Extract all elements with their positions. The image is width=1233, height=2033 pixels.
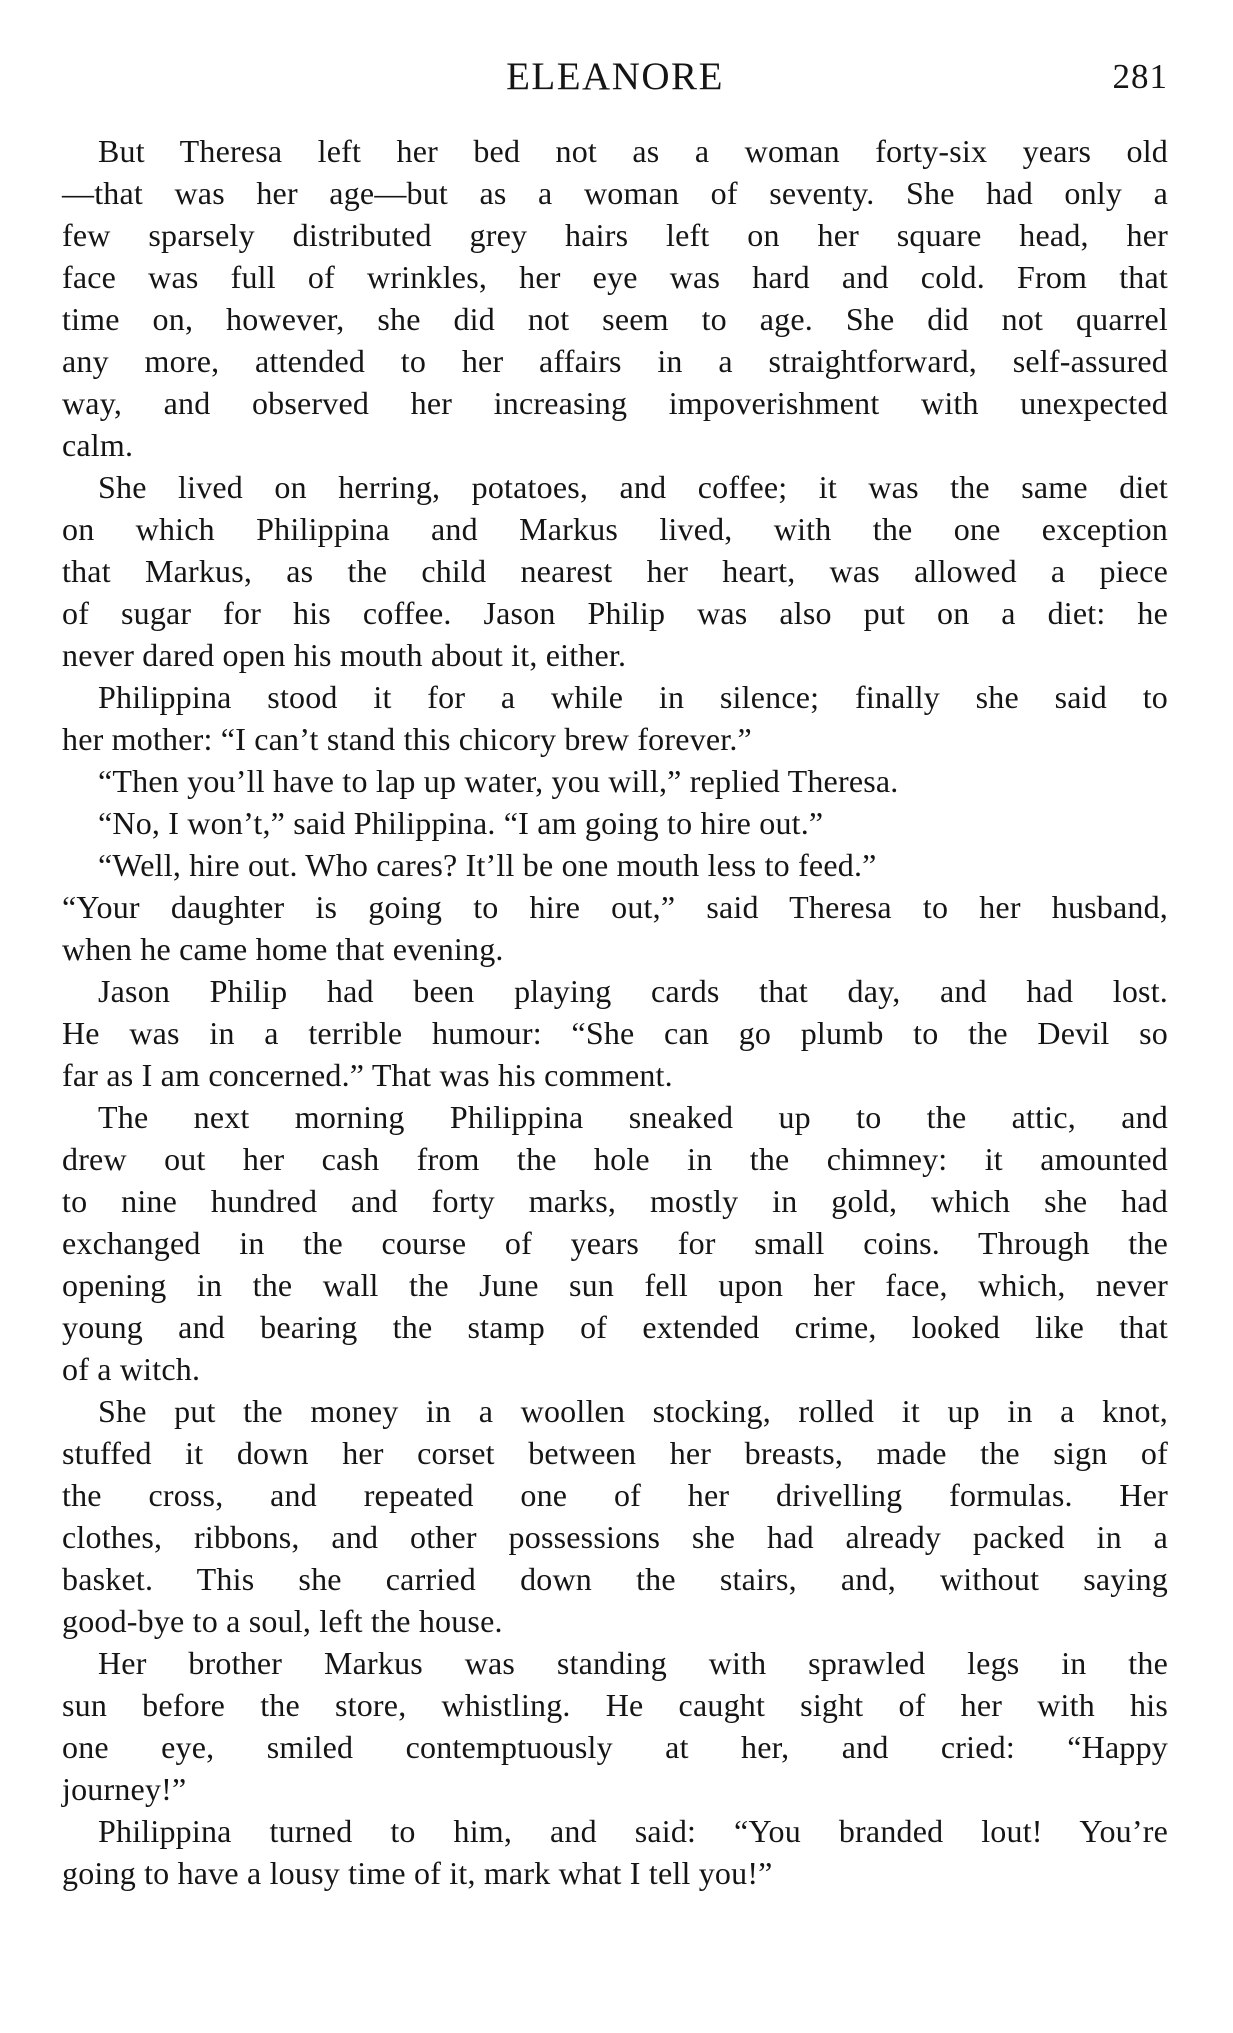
text-line: to nine hundred and forty marks, mostly in gold, which she had <box>62 1183 1168 1219</box>
text-line: on which Philippina and Markus lived, with the one exception <box>62 511 1168 547</box>
text-line: going to have a lousy time of it, mark what I tell you!” <box>62 1855 773 1891</box>
text-line: the cross, and repeated one of her drivelling formulas. Her <box>62 1477 1168 1513</box>
text-line: never dared open his mouth about it, either. <box>62 637 627 673</box>
text-line: She lived on herring, potatoes, and coffee; it was the same diet <box>98 469 1168 505</box>
text-line: opening in the wall the June sun fell upon her face, which, never <box>62 1267 1168 1303</box>
text-line: Philippina stood it for a while in silence; finally she said to <box>98 679 1168 715</box>
text-line: journey!” <box>62 1771 187 1807</box>
text-line: sun before the store, whistling. He caught sight of her with his <box>62 1687 1168 1723</box>
text-line: “Your daughter is going to hire out,” said Theresa to her husband, <box>62 889 1168 925</box>
text-line: when he came home that evening. <box>62 931 504 967</box>
text-line: stuffed it down her corset between her breasts, made the sign of <box>62 1435 1168 1471</box>
text-line: any more, attended to her affairs in a straightforward, self-assured <box>62 343 1168 379</box>
text-line: Philippina turned to him, and said: “You branded lout! You’re <box>98 1813 1168 1849</box>
text-line: “No, I won’t,” said Philippina. “I am going to hire out.” <box>98 805 824 841</box>
running-head <box>62 52 1168 102</box>
text-line: young and bearing the stamp of extended crime, looked like that <box>62 1309 1168 1345</box>
text-line: her mother: “I can’t stand this chicory brew forever.” <box>62 721 752 757</box>
running-title: ELEANORE <box>506 55 724 98</box>
text-line: far as I am concerned.” That was his comment. <box>62 1057 673 1093</box>
text-line: that Markus, as the child nearest her heart, was allowed a piece <box>62 553 1168 589</box>
text-line: The next morning Philippina sneaked up to the attic, and <box>98 1099 1168 1135</box>
page-number: 281 <box>1112 57 1168 96</box>
text-line: of sugar for his coffee. Jason Philip was also put on a diet: he <box>62 595 1168 631</box>
text-line: Her brother Markus was standing with sprawled legs in the <box>98 1645 1168 1681</box>
text-line: drew out her cash from the hole in the chimney: it amounted <box>62 1141 1168 1177</box>
text-line: calm. <box>62 427 134 463</box>
text-line: exchanged in the course of years for small coins. Through the <box>62 1225 1168 1261</box>
body-text <box>62 130 1168 1894</box>
text-line: few sparsely distributed grey hairs left on her square head, her <box>62 217 1168 253</box>
text-line: But Theresa left her bed not as a woman forty-six years old <box>98 133 1168 169</box>
text-line: good-bye to a soul, left the house. <box>62 1603 503 1639</box>
text-line: of a witch. <box>62 1351 201 1387</box>
text-line: “Then you’ll have to lap up water, you will,” replied Theresa. <box>98 763 899 799</box>
text-line: clothes, ribbons, and other possessions she had already packed in a <box>62 1519 1168 1555</box>
text-line: face was full of wrinkles, her eye was hard and cold. From that <box>62 259 1168 295</box>
text-line: “Well, hire out. Who cares? It’ll be one mouth less to feed.” <box>98 847 877 883</box>
text-line: He was in a terrible humour: “She can go plumb to the Devil so <box>62 1015 1168 1051</box>
text-line: Jason Philip had been playing cards that day, and had lost. <box>98 973 1168 1009</box>
text-line: time on, however, she did not seem to age. She did not quarrel <box>62 301 1168 337</box>
text-line: way, and observed her increasing impoverishment with unexpected <box>62 385 1168 421</box>
text-line: basket. This she carried down the stairs, and, without saying <box>62 1561 1168 1597</box>
text-line: —that was her age—but as a woman of seventy. She had only a <box>62 175 1168 211</box>
text-line: one eye, smiled contemptuously at her, and cried: “Happy <box>62 1729 1168 1765</box>
text-line: She put the money in a woollen stocking, rolled it up in a knot, <box>98 1393 1168 1429</box>
